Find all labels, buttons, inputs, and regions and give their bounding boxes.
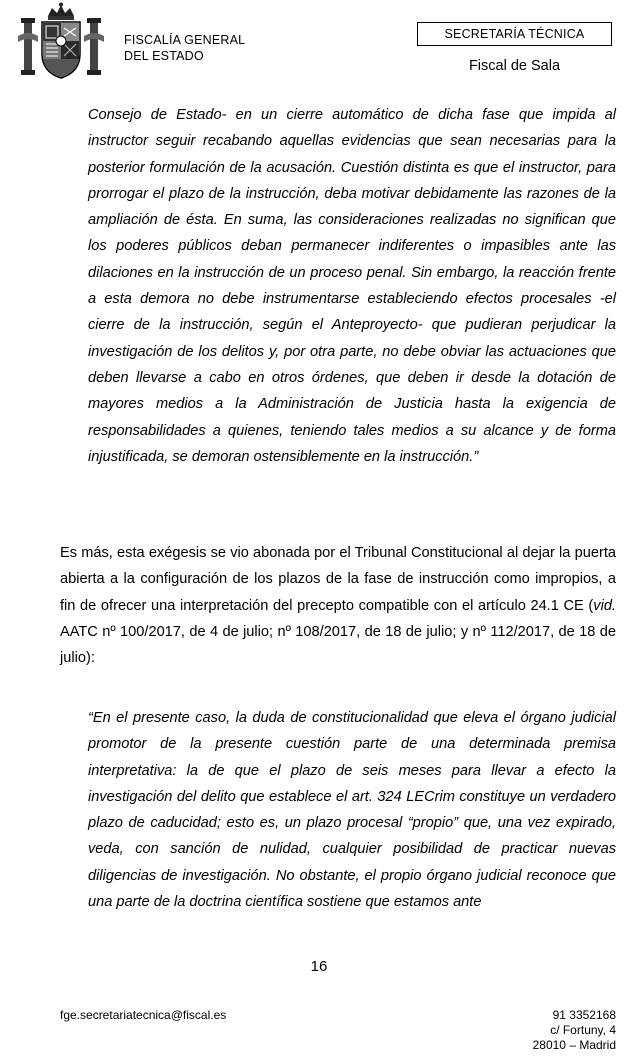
footer-email: fge.secretariatecnica@fiscal.es (60, 1008, 227, 1022)
organization-name (124, 32, 245, 64)
footer-phone: 91 3352168 (552, 1008, 616, 1022)
paragraph-text-1: Es más, esta exégesis se vio abonada por el Tribunal Constitucional al dejar la puerta abierta a la configuración de los plazos de la fase de instrucción como impropios, a fin de ofrecer una interpretación del precepto compatible con el artículo 24.1 CE ( (60, 545, 616, 614)
coat-of-arms-logo (14, 2, 108, 80)
footer-city: 28010 – Madrid (532, 1038, 616, 1052)
quote-block-1: Consejo de Estado- en un cierre automático de dicha fase que impida al instructor seguir recabando aquellas evidencias que sean necesarias para la posterior formulación de la acusación. Cuestión distinta es que el instructor, para prorrogar el plazo de la instrucción, deba motivar debidamente las razones de la ampliación de ésta. En suma, las consideraciones realizadas no significan que los poderes públicos deban permanecer indiferentes o impasibles ante las dilaciones en la instrucción de un proceso penal. Sin embargo, la reacción frente a esta demora no debe instrumentarse estableciendo efectos procesales -el cierre de la instrucción, según el Anteproyecto- que pudieran perjudicar la investigación de los delitos y, por otra parte, no debe obviar las actuaciones que deben llevarse a cabo en otros órdenes, que deben ir desde la dotación de mayores medios a la Administración de Justicia hasta la exigencia de responsabilidades a quienes, teniendo tales medios a su alcance y de forma injustificada, se demoran ostensiblemente en la instrucción.” (88, 107, 616, 465)
quote-block-2: “En el presente caso, la duda de constitucionalidad que eleva el órgano judicial promotor de la presente cuestión parte de una determinada premisa interpretativa: la de que el plazo de seis meses para llevar a efecto la investigación del delito que establece el art. 324 LECrim constituye un verdadero plazo de caducidad; esto es, un plazo procesal “propio” que, una vez expirado, veda, con sanción de nulidad, cualquier posibilidad de practicar nuevas diligencias de investigación. No obstante, el propio órgano judicial reconoce que una parte de la doctrina científica sostiene que estamos ante (88, 710, 616, 911)
org-line-1: FISCALÍA GENERAL (124, 33, 246, 47)
org-line-2: DEL ESTADO (124, 49, 204, 63)
footer-address (533, 1008, 616, 1053)
paragraph-text-2: AATC nº 100/2017, de 4 de julio; nº 108/2017, de 18 de julio; y nº 112/2017, de 18 de julio): (60, 623, 616, 667)
fiscal-de-sala-label: Fiscal de Sala (468, 58, 561, 74)
body-paragraph (60, 540, 616, 671)
page-number: 16 (310, 958, 328, 975)
footer-street: c/ Fortuny, 4 (550, 1023, 616, 1037)
secretaria-tecnica-box: SECRETARÍA TÉCNICA (417, 22, 612, 46)
vid-abbreviation: vid. (593, 597, 616, 614)
